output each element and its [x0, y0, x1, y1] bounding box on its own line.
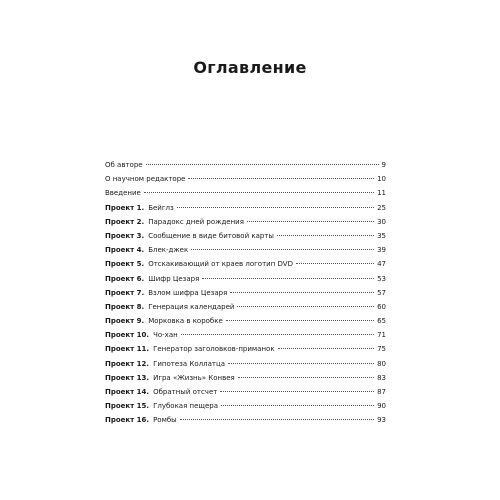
- entry-page-number: 60: [377, 302, 386, 311]
- entry-page-number: 11: [377, 189, 386, 198]
- entry-prefix: Проект 3.: [105, 231, 145, 240]
- entry-page-number: 71: [377, 331, 386, 340]
- dot-leader: [181, 334, 374, 335]
- entry-page-number: 80: [377, 359, 386, 368]
- entry-title: Парадокс дней рождения: [148, 217, 244, 226]
- toc-entry-about-author[interactable]: [105, 158, 386, 172]
- entry-prefix: Проект 8.: [105, 302, 145, 311]
- dot-leader: [221, 405, 374, 406]
- entry-page-number: 10: [377, 175, 386, 184]
- entry-page-number: 90: [377, 402, 386, 411]
- toc-entry-introduction[interactable]: [105, 186, 386, 200]
- toc-entry-project-14[interactable]: [105, 385, 386, 399]
- entry-page-number: 87: [377, 388, 386, 396]
- entry-title: Обратный отсчет: [153, 388, 218, 396]
- entry-page-number: 83: [377, 373, 386, 382]
- entry-title: Отскакивающий от краев логотип DVD: [148, 260, 293, 269]
- entry-prefix: Проект 16.: [105, 416, 150, 425]
- dot-leader: [296, 263, 374, 264]
- dot-leader: [226, 320, 374, 321]
- entry-prefix: Проект 5.: [105, 260, 145, 269]
- entry-page-number: 57: [377, 288, 386, 297]
- entry-prefix: Проект 2.: [105, 217, 145, 226]
- page-title: Оглавление: [193, 58, 307, 77]
- entry-page-number: 9: [381, 161, 386, 169]
- dot-leader: [146, 164, 379, 165]
- entry-title: Генерация календарей: [148, 302, 235, 311]
- dot-leader: [228, 363, 374, 364]
- toc-entry-project-10[interactable]: [105, 328, 386, 342]
- entry-page-number: 47: [377, 260, 386, 269]
- entry-title: Взлом шифра Цезаря: [148, 288, 228, 297]
- entry-title: Генератор заголовков-приманок: [153, 345, 275, 354]
- toc-entry-project-1[interactable]: [105, 201, 386, 215]
- entry-title: О научном редакторе: [105, 175, 186, 184]
- entry-page-number: 65: [377, 317, 386, 326]
- toc-entry-project-6[interactable]: [105, 272, 386, 286]
- entry-prefix: Проект 11.: [105, 345, 150, 354]
- toc-entry-project-5[interactable]: [105, 257, 386, 271]
- toc-entry-project-16[interactable]: [105, 413, 386, 427]
- dot-leader: [278, 348, 375, 349]
- dot-leader: [191, 249, 374, 250]
- entry-prefix: Проект 14.: [105, 388, 150, 396]
- entry-prefix: Проект 13.: [105, 373, 150, 382]
- toc-entry-project-12[interactable]: [105, 357, 386, 371]
- dot-leader: [247, 221, 374, 222]
- entry-prefix: Проект 6.: [105, 274, 145, 283]
- entry-prefix: Проект 10.: [105, 331, 150, 340]
- entry-prefix: Проект 15.: [105, 402, 150, 411]
- toc-entry-project-2[interactable]: [105, 215, 386, 229]
- toc-entry-about-editor[interactable]: [105, 172, 386, 186]
- entry-title: Сообщение в виде битовой карты: [148, 231, 274, 240]
- entry-title: Об авторе: [105, 161, 143, 169]
- entry-title: Шифр Цезаря: [148, 274, 200, 283]
- entry-title: Чо-хан: [153, 331, 178, 340]
- entry-prefix: Проект 7.: [105, 288, 145, 297]
- toc-entry-project-4[interactable]: [105, 243, 386, 257]
- dot-leader: [230, 292, 374, 293]
- dot-leader: [277, 235, 374, 236]
- entry-title: Гипотеза Коллатца: [153, 359, 225, 368]
- toc-entry-project-8[interactable]: [105, 300, 386, 314]
- entry-prefix: Проект 1.: [105, 203, 145, 212]
- toc-entry-project-15[interactable]: [105, 399, 386, 413]
- toc-entry-project-11[interactable]: [105, 342, 386, 356]
- entry-page-number: 25: [377, 203, 386, 212]
- dot-leader: [237, 306, 374, 307]
- entry-page-number: 93: [377, 416, 386, 425]
- entry-page-number: 30: [377, 217, 386, 226]
- entry-prefix: Проект 9.: [105, 317, 145, 326]
- entry-page-number: 35: [377, 231, 386, 240]
- entry-prefix: Проект 12.: [105, 359, 150, 368]
- entry-title: Глубокая пещера: [153, 402, 219, 411]
- toc-entry-project-13[interactable]: [105, 371, 386, 385]
- entry-title: Блек-джек: [148, 246, 189, 255]
- dot-leader: [220, 391, 374, 392]
- entry-page-number: 39: [377, 246, 386, 255]
- dot-leader: [177, 207, 374, 208]
- entry-title: Игра «Жизнь» Конвея: [153, 373, 235, 382]
- entry-title: Морковка в коробке: [148, 317, 223, 326]
- toc-entry-project-7[interactable]: [105, 286, 386, 300]
- entry-page-number: 53: [377, 274, 386, 283]
- dot-leader: [238, 377, 374, 378]
- entry-prefix: Проект 4.: [105, 246, 145, 255]
- entry-title: Бейглз: [148, 203, 174, 212]
- table-of-contents: [105, 158, 386, 428]
- toc-entry-project-9[interactable]: [105, 314, 386, 328]
- dot-leader: [144, 192, 374, 193]
- dot-leader: [180, 419, 374, 420]
- entry-title: Введение: [105, 189, 141, 198]
- entry-title: Ромбы: [153, 416, 177, 425]
- toc-entry-project-3[interactable]: [105, 229, 386, 243]
- entry-page-number: 75: [377, 345, 386, 354]
- dot-leader: [188, 178, 374, 179]
- dot-leader: [202, 278, 374, 279]
